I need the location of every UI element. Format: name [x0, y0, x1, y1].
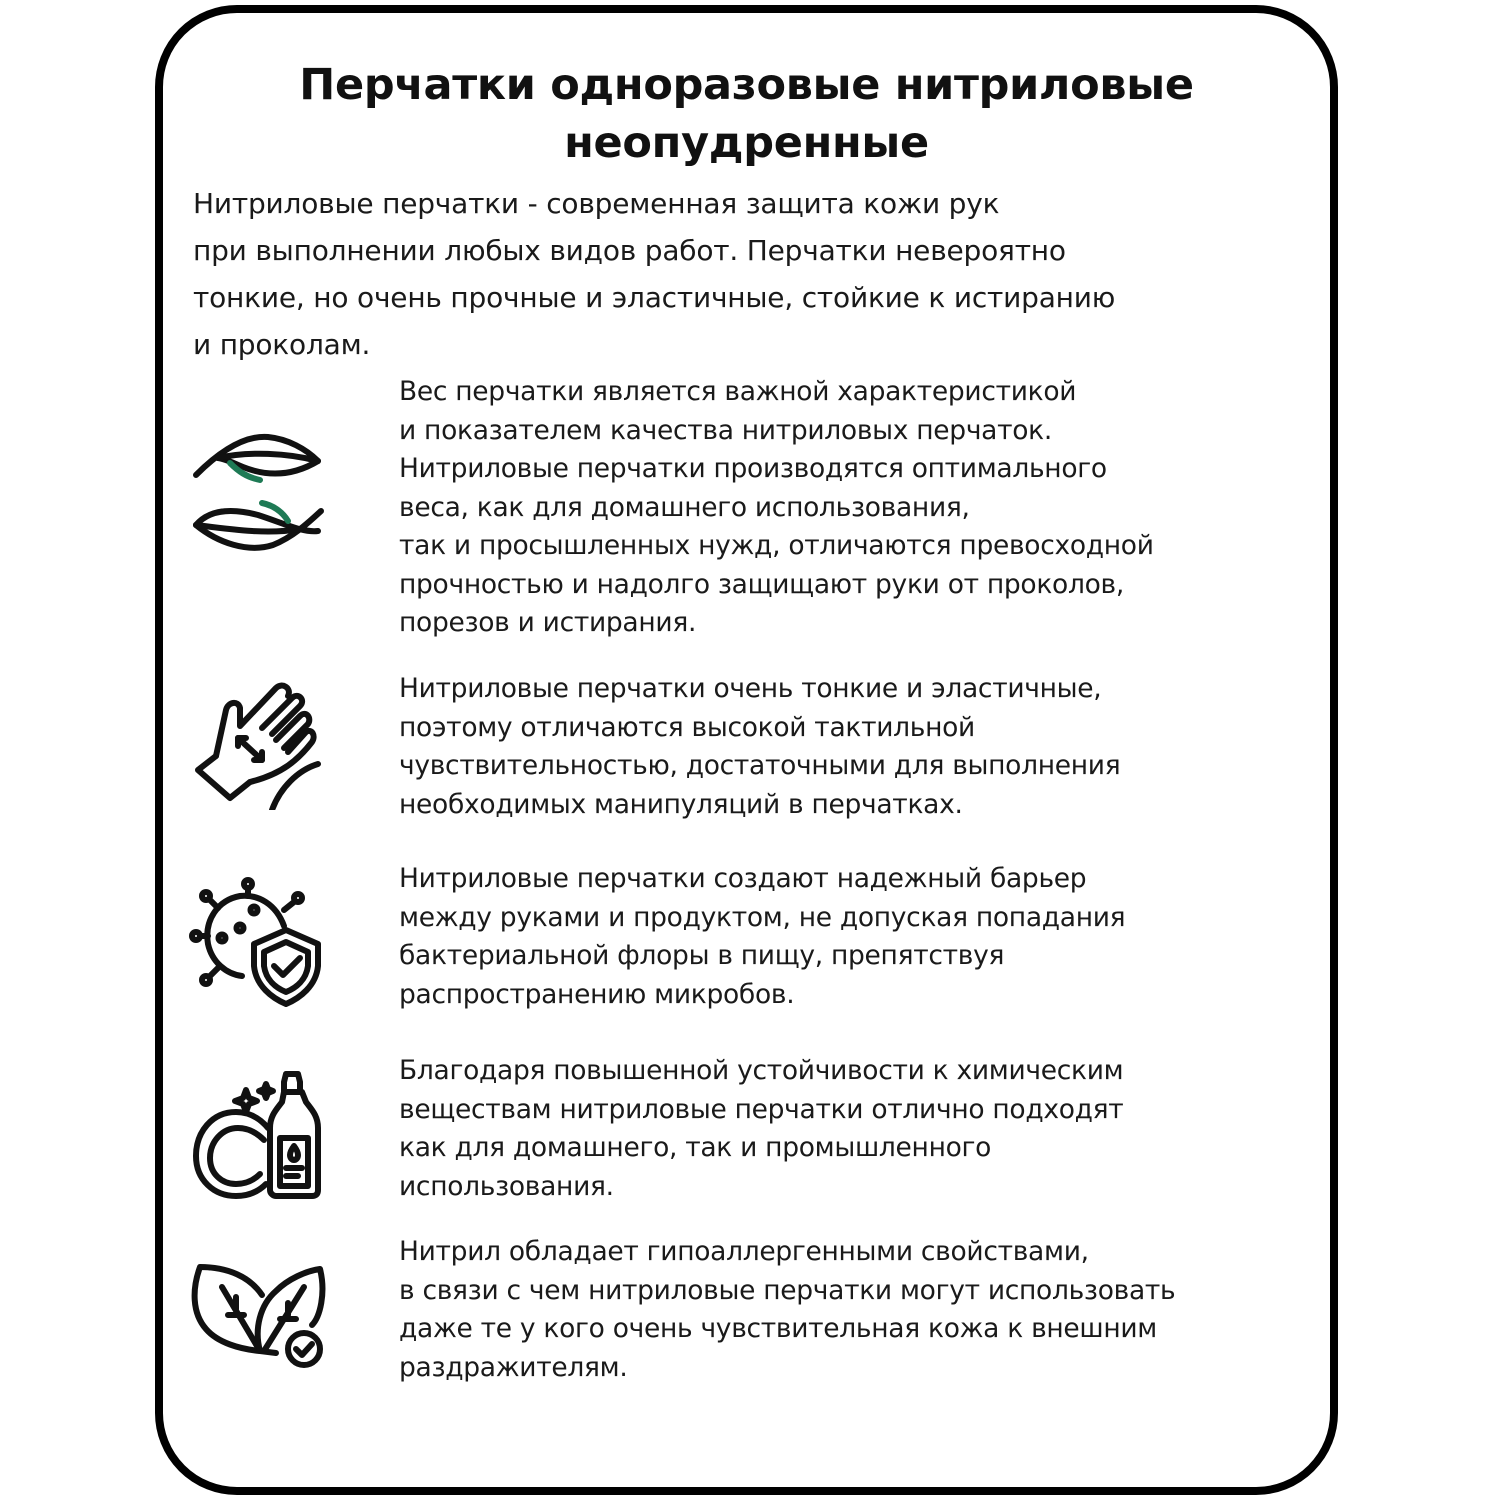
intro-line: при выполнении любых видов работ. Перчатки невероятно [193, 234, 1066, 267]
feature-line: даже те у кого очень чувствительная кожа к внешним [399, 1313, 1158, 1344]
intro-line: тонкие, но очень прочные и эластичные, стойкие к истиранию [193, 281, 1116, 314]
intro-line: и проколам. [193, 328, 371, 361]
feature-line: Нитриловые перчатки создают надежный барьер [399, 863, 1087, 894]
feature-line: так и просышленных нужд, отличаются превосходной [399, 530, 1154, 561]
feature-text [399, 670, 1359, 824]
leaves-cycle-icon [188, 423, 328, 563]
feature-line: Благодаря повышенной устойчивости к химическим [399, 1055, 1124, 1086]
feature-line: необходимых манипуляций в перчатках. [399, 788, 963, 820]
hand-stretch-icon [188, 670, 328, 810]
feature-line: прочностью и надолго защищают руки от проколов, [399, 568, 1124, 600]
feature-line: Нитрил обладает гипоаллергенными свойствами, [399, 1236, 1089, 1267]
feature-line: раздражителям. [399, 1351, 628, 1383]
feature-line: в связи с чем нитриловые перчатки могут использовать [399, 1274, 1176, 1306]
feature-line: Вес перчатки является важной характеристикой [399, 376, 1077, 407]
feature-line: веса, как для домашнего использования, [399, 491, 970, 523]
feature-line: распространению микробов. [399, 978, 795, 1010]
dish-detergent-icon [188, 1060, 328, 1200]
intro-line: Нитриловые перчатки - современная защита кожи рук [193, 187, 1000, 220]
title-line-1: Перчатки одноразовые нитриловые [299, 60, 1194, 110]
feature-line: бактериальной флоры в пищу, препятствуя [399, 940, 1005, 971]
feature-text [399, 1233, 1359, 1387]
feature-text [399, 860, 1359, 1014]
page-title [155, 56, 1338, 172]
feature-line: Нитриловые перчатки производятся оптимального [399, 453, 1107, 484]
feature-text [399, 373, 1359, 643]
feature-line: чувствительностью, достаточными для выполнения [399, 750, 1121, 781]
feature-line: поэтому отличаются высокой тактильной [399, 711, 975, 743]
title-line-2: неопудренные [564, 118, 929, 168]
feature-line: порезов и истирания. [399, 607, 697, 638]
feature-text [399, 1052, 1359, 1206]
leaves-check-icon [188, 1253, 328, 1393]
virus-shield-icon [188, 868, 328, 1008]
feature-line: использования. [399, 1170, 614, 1202]
feature-line: как для домашнего, так и промышленного [399, 1132, 992, 1163]
feature-line: между руками и продуктом, не допуская попадания [399, 901, 1126, 933]
feature-line: веществам нитриловые перчатки отлично подходят [399, 1093, 1124, 1125]
feature-line: Нитриловые перчатки очень тонкие и эластичные, [399, 673, 1102, 704]
intro-paragraph [193, 180, 1293, 368]
feature-line: и показателем качества нитриловых перчаток. [399, 414, 1053, 446]
